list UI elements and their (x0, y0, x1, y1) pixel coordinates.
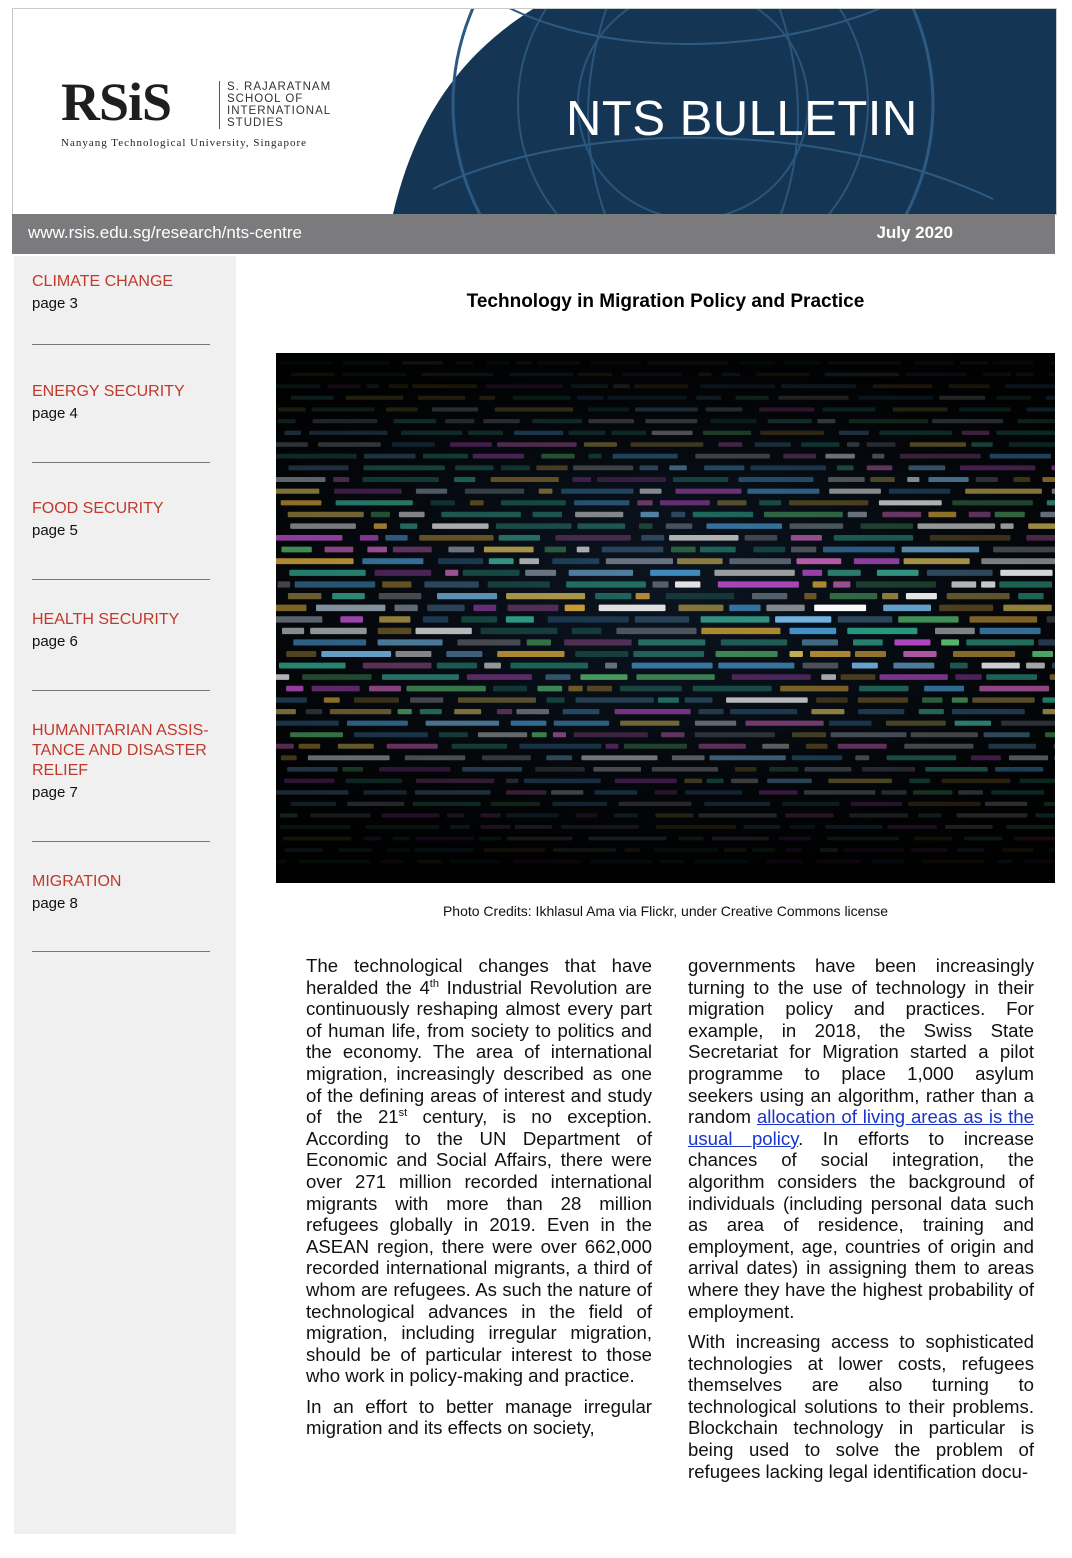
article-photo (276, 353, 1055, 883)
bulletin-title: NTS BULLETIN (566, 92, 918, 146)
toc-divider (32, 951, 210, 952)
toc-item-migration[interactable]: MIGRATION page 8 (32, 873, 122, 912)
website-link[interactable]: www.rsis.edu.sg/research/nts-centre (28, 223, 302, 242)
paragraph: The technological changes that have heralded the 4th Industrial Revolution are continuously reshaping almost every part of human life, from society to politics and the economy. The area of international migration, increasingly described as one of the defining areas of interest and study of the 21st century, is no exception. According to the UN Department of Economic and Social Affairs, there were over 271 million recorded international migrants with more than 28 million refugees globally in 2019. Even in the ASEAN region, there were over 662,000 recorded international migrants, a third of whom are refugees. As such the nature of technological advances in the field of migration, including irregular migration, should be of particular interest to those who work in policy-making and practice. (306, 955, 653, 1387)
article-column-right (688, 955, 1034, 1491)
logo-mark: RSiS (61, 72, 172, 132)
photo-credits: Photo Credits: Ikhlasul Ama via Flickr, under Creative Commons license (442, 903, 889, 919)
toc-divider (32, 344, 210, 345)
paragraph: governments have been increasingly turning to the use of technology in their migration policy and practices. For example, in 2018, the Swiss State Secretariat for Migration started a pilot programme to place 1,000 asylum seekers using an algorithm, rather than a random allocation of living areas as is the usual policy. In efforts to increase chances of social integration, the algorithm considers the background of individuals (including personal data such as area of residence, training and employment, age, countries of origin and arrival dates) in assigning them to areas where they have the highest probability of employment. (688, 955, 1034, 1322)
toc-divider (32, 579, 210, 580)
toc-item-health-security[interactable]: HEALTH SECURITY page 6 (32, 611, 180, 650)
table-of-contents (14, 256, 236, 1534)
url-bar (12, 214, 1055, 254)
paragraph: With increasing access to sophisticated technologies at lower costs, refugees themselves are also turning to technological solutions to their problems. Blockchain technology in particular is being used to solve the problem of refugees lacking legal identification docu- (688, 1331, 1034, 1482)
toc-item-hadr[interactable]: HUMANITARIAN ASSIS- TANCE AND DISASTER RELIEF page 7 (32, 722, 209, 801)
article-title: Technology in Migration Policy and Practice (466, 291, 865, 312)
toc-divider (32, 462, 210, 463)
issue-date: July 2020 (876, 223, 953, 242)
toc-item-climate-change[interactable]: CLIMATE CHANGE page 3 (32, 273, 174, 312)
toc-divider (32, 690, 210, 691)
policy-link[interactable]: allocation of living areas as is the usual policy (688, 1106, 1034, 1149)
article-column-left (306, 955, 652, 1448)
toc-item-energy-security[interactable]: ENERGY SECURITY page 4 (32, 383, 185, 422)
paragraph: In an effort to better manage irregular migration and its effects on society, (306, 1395, 652, 1439)
code-image (276, 353, 1055, 883)
banner (393, 9, 1056, 214)
toc-item-food-security[interactable]: FOOD SECURITY page 5 (32, 500, 164, 539)
university-name: Nanyang Technological University, Singapore (61, 137, 307, 149)
school-name: S. RAJARATNAM SCHOOL OF INTERNATIONAL STUDIES (227, 81, 332, 129)
header (12, 8, 1057, 215)
logo-divider (219, 81, 220, 129)
toc-divider (32, 841, 210, 842)
